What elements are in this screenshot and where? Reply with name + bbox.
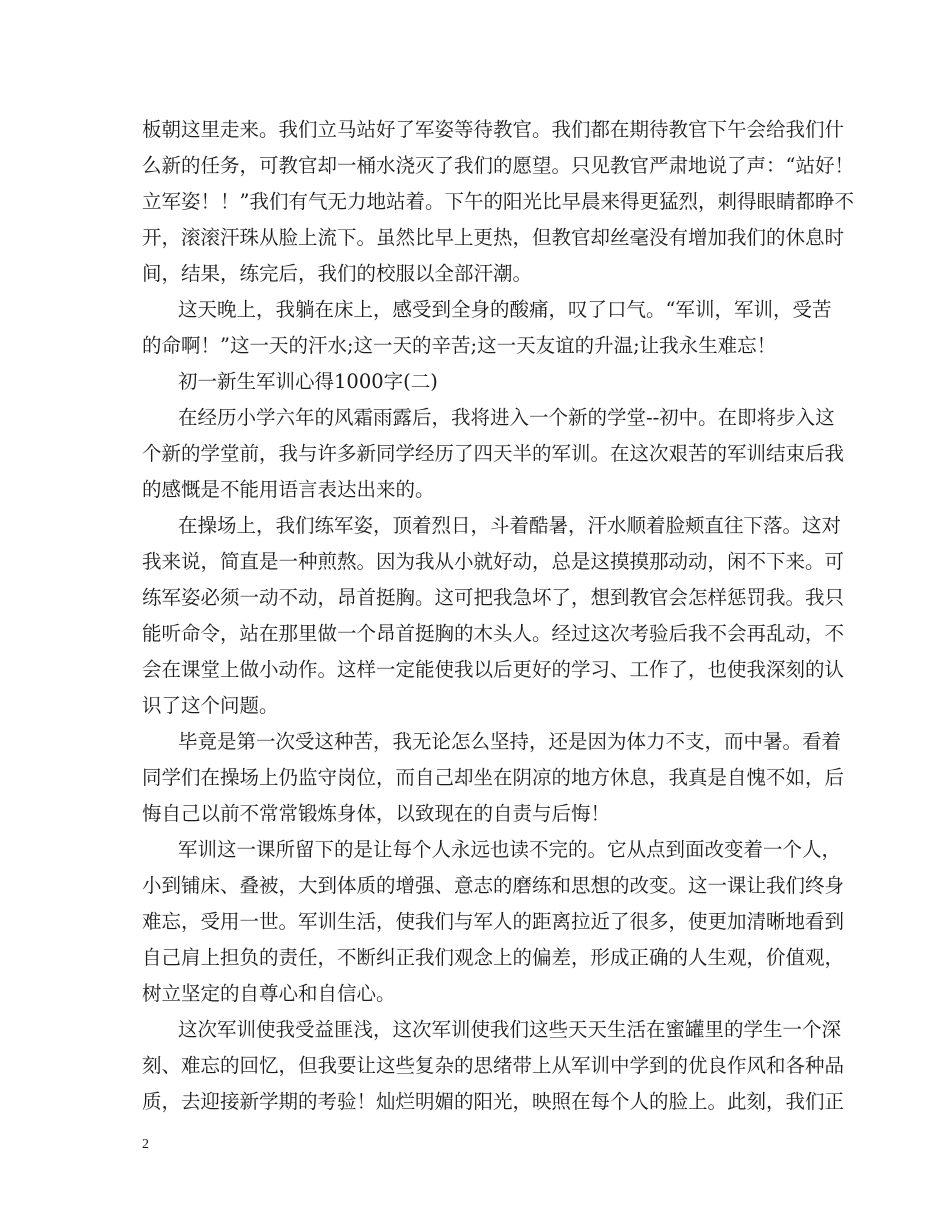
text-line: 的感慨是不能用语言表达出来的。 (142, 478, 435, 501)
text-line: 我来说，简直是一种煎熬。因为我从小就好动，总是这摸摸那动动，闲不下来。可 (142, 550, 845, 573)
paragraph-first-line: 毕竟是第一次受这种苦，我无论怎么坚持，还是因为体力不支，而中暑。看着 (178, 730, 842, 753)
text-line: 树立坚定的自尊心和自信心。 (142, 982, 396, 1005)
text-line: 能听命令，站在那里做一个昂首挺胸的木头人。经过这次考验后我不会再乱动，不 (142, 622, 845, 645)
paragraph-first-line: 军训这一课所留下的是让每个人永远也读不完的。它从点到面改变着一个人， (178, 838, 842, 861)
paragraph-first-line: 这次军训使我受益匪浅，这次军训使我们这些天天生活在蜜罐里的学生一个深 (178, 1018, 842, 1041)
text-line: 板朝这里走来。我们立马站好了军姿等待教官。我们都在期待教官下午会给我们什 (142, 118, 845, 141)
section-heading: 初一新生军训心得1000字(二) (178, 370, 438, 393)
text-line: 自己肩上担负的责任，不断纠正我们观念上的偏差，形成正确的人生观，价值观， (142, 946, 845, 969)
paragraph-first-line: 这天晚上，我躺在床上，感受到全身的酸痛，叹了口气。“军训，军训，受苦 (178, 298, 832, 321)
text-line: 间，结果，练完后，我们的校服以全部汗潮。 (142, 262, 533, 285)
document-body (142, 112, 854, 1120)
text-line: 练军姿必须一动不动，昂首挺胸。这可把我急坏了，想到教官会怎样惩罚我。我只 (142, 586, 845, 609)
text-line: 立军姿！！”我们有气无力地站着。下午的阳光比早晨来得更猛烈，刺得眼睛都睁不 (142, 190, 854, 213)
paragraph-first-line: 在经历小学六年的风霜雨露后，我将进入一个新的学堂--初中。在即将步入这 (178, 406, 835, 429)
text-line: 个新的学堂前，我与许多新同学经历了四天半的军训。在这次艰苦的军训结束后我 (142, 442, 845, 465)
text-line: 会在课堂上做小动作。这样一定能使我以后更好的学习、工作了，也使我深刻的认 (142, 658, 845, 681)
text-line: 刻、难忘的回忆，但我要让这些复杂的思绪带上从军训中学到的优良作风和各种品 (142, 1054, 845, 1077)
text-line: 么新的任务，可教官却一桶水浇灭了我们的愿望。只见教官严肃地说了声：“站好！ (142, 154, 854, 177)
text-line: 的命啊！”这一天的汗水;这一天的辛苦;这一天友谊的升温;让我永生难忘！ (142, 334, 777, 357)
text-line: 识了这个问题。 (142, 694, 279, 717)
text-line: 质，去迎接新学期的考验！灿烂明媚的阳光，映照在每个人的脸上。此刻，我们正 (142, 1090, 845, 1113)
text-line: 开，滚滚汗珠从脸上流下。虽然比早上更热，但教官却丝毫没有增加我们的休息时 (142, 226, 845, 249)
page-number: 2 (142, 1137, 149, 1152)
text-line: 悔自己以前不常常锻炼身体，以致现在的自责与后悔！ (142, 802, 611, 825)
text-line: 难忘，受用一世。军训生活，使我们与军人的距离拉近了很多，使更加清晰地看到 (142, 910, 845, 933)
paragraph-first-line: 在操场上，我们练军姿，顶着烈日，斗着酷暑，汗水顺着脸颊直往下落。这对 (178, 514, 842, 537)
text-line: 小到铺床、叠被，大到体质的增强、意志的磨练和思想的改变。这一课让我们终身 (142, 874, 845, 897)
text-line: 同学们在操场上仍监守岗位，而自己却坐在阴凉的地方休息，我真是自愧不如，后 (142, 766, 845, 789)
